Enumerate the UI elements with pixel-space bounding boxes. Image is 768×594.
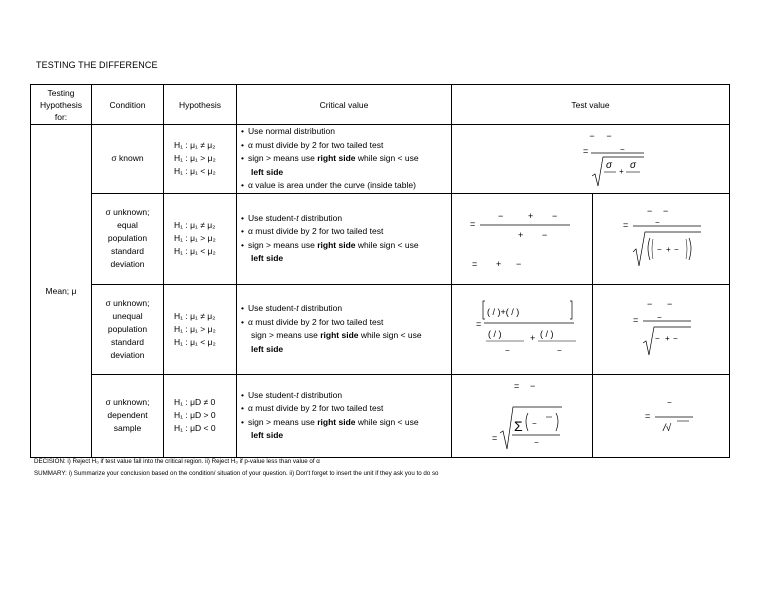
paren-right (689, 238, 691, 260)
critical-list (241, 389, 451, 443)
z-test-formula (452, 126, 730, 192)
formula-glyph: = (583, 145, 589, 156)
formula-glyph: − (647, 298, 653, 309)
formula-glyph: σ (606, 159, 613, 171)
formula-glyph: ( / )+( / ) (487, 306, 520, 317)
formula-glyph: − (655, 333, 660, 343)
formula-glyph: = (476, 318, 482, 329)
header-critical-value: Critical value (237, 85, 452, 125)
formula-glyph: − (667, 397, 672, 407)
table-row (31, 374, 730, 457)
hypothesis-cell: H₁ : μ₁ ≠ μ₂ H₁ : μ₁ > μ₂ H₁ : μ₁ < μ₂ (164, 193, 237, 284)
bracket-right (570, 301, 572, 319)
sqrt-sign (500, 407, 562, 449)
summary-note: SUMMARY: i) Summarize your conclusion based on the condition/ situation of your question. ii) Don't forget to insert the unit if they ask you to do so (34, 470, 439, 477)
formula-glyph: = (470, 218, 476, 229)
hypothesis-cell: H₁ : μ₁ ≠ μ₂ H₁ : μ₁ > μ₂ H₁ : μ₁ < μ₂ (164, 284, 237, 374)
formula-glyph: = (514, 380, 520, 391)
critical-value-cell (237, 374, 452, 457)
critical-item: • α must divide by 2 for two tailed test (241, 225, 451, 239)
formula-glyph: ( / ) (488, 328, 502, 339)
formula-glyph: − (647, 205, 653, 216)
critical-item: • α must divide by 2 for two tailed test (241, 316, 451, 330)
paren-right-inner (686, 239, 687, 259)
condition-cell: σ unknown; equal population standard deviation (92, 193, 164, 284)
critical-item: • Use student-t distribution (241, 389, 451, 403)
paren-left-inner (652, 239, 653, 259)
critical-item: • Use student-t distribution (241, 302, 451, 316)
critical-item: • α must divide by 2 for two tailed test (241, 402, 451, 416)
table-row (31, 125, 730, 194)
formula-glyph: − (498, 210, 504, 221)
formula-glyph: − (534, 437, 539, 447)
critical-item: • sign > means use right side while sign < use (241, 416, 451, 430)
header-row (31, 85, 730, 125)
hypothesis-cell: H₁ : μ₁ ≠ μ₂ H₁ : μ₁ > μ₂ H₁ : μ₁ < μ₂ (164, 125, 237, 194)
formula-glyph: − (655, 217, 660, 227)
formula-glyph: + (518, 229, 524, 240)
page-title: TESTING THE DIFFERENCE (36, 60, 158, 70)
critical-value-cell (237, 125, 452, 194)
formula-glyph: − (530, 380, 536, 391)
critical-value-cell (237, 193, 452, 284)
formula-glyph: + (530, 332, 536, 343)
formula-glyph: − (557, 345, 562, 355)
paren-left (526, 413, 528, 431)
critical-value-cell (237, 284, 452, 374)
table-row (31, 284, 730, 374)
condition-cell: σ known (92, 125, 164, 194)
critical-list (241, 212, 451, 266)
formula-glyph: ( / ) (540, 328, 554, 339)
formula-glyph: − (542, 229, 548, 240)
formula-glyph: − (657, 244, 662, 254)
condition-cell: σ unknown; unequal population standard deviation (92, 284, 164, 374)
pooled-t-formula (452, 194, 592, 284)
bracket-left (483, 301, 485, 319)
paired-sd-formula (452, 375, 592, 457)
formula-glyph: + (666, 244, 671, 254)
side-label: Mean; μ (31, 125, 92, 458)
test-value-formula (593, 193, 730, 284)
critical-item: left side (251, 343, 284, 354)
formula-glyph: − (673, 333, 678, 343)
formula-glyph: − (552, 210, 558, 221)
formula-glyph: − (505, 345, 510, 355)
table-row (31, 193, 730, 284)
formula-glyph: = (492, 432, 498, 443)
formula-glyph: Σ (514, 417, 523, 434)
critical-item: left side (251, 430, 284, 440)
formula-glyph: − (674, 244, 679, 254)
formula-glyph: − (667, 298, 673, 309)
critical-item: sign > means use right side while sign < use (251, 330, 422, 340)
critical-item: • sign > means use right side while sign < use (241, 152, 451, 166)
test-value-formula (452, 374, 593, 457)
header-hypothesis: Hypothesis (164, 85, 237, 125)
critical-item: left side (251, 166, 284, 177)
header-testing: Testing Hypothesis for: (31, 85, 92, 125)
test-value-formula (452, 284, 593, 374)
formula-glyph: + (665, 333, 670, 343)
paren-right (556, 413, 558, 431)
decision-note: DECISION: i) Reject H₀ if test value fall into the critical region. ii) Reject H₀ if p-value less than value of α (34, 458, 320, 465)
critical-item: left side (251, 253, 284, 263)
formula-glyph: − (516, 258, 522, 269)
formula-glyph: = (645, 410, 651, 421)
test-value-formula (593, 284, 730, 374)
formula-glyph: − (657, 312, 662, 322)
formula-glyph: + (496, 258, 502, 269)
critical-item: • α must divide by 2 for two tailed test (241, 139, 451, 153)
critical-item: • Use normal distribution (241, 125, 451, 139)
header-condition: Condition (92, 85, 164, 125)
critical-item: • α value is area under the curve (inside table) (241, 179, 451, 193)
formula-glyph: = (623, 219, 629, 230)
formula-glyph: = (472, 258, 478, 269)
test-value-formula (452, 193, 593, 284)
formula-glyph: − (606, 130, 612, 141)
condition-cell: σ unknown; dependent sample (92, 374, 164, 457)
test-value-formula (593, 374, 730, 457)
hypothesis-cell: H₁ : μD ≠ 0 H₁ : μD > 0 H₁ : μD < 0 (164, 374, 237, 457)
critical-item: • sign > means use right side while sign < use (241, 239, 451, 253)
paren-left (648, 238, 650, 260)
header-test-value: Test value (452, 85, 730, 125)
critical-item: • Use student-t distribution (241, 212, 451, 226)
test-value-formula (452, 125, 730, 194)
formula-glyph: − (532, 418, 537, 428)
critical-list (241, 125, 451, 193)
welch-df-formula (452, 285, 592, 374)
formula-glyph: + (528, 210, 534, 221)
formula-glyph: − (663, 205, 669, 216)
welch-t-formula (593, 285, 729, 374)
formula-glyph: σ (630, 159, 637, 171)
paired-t-formula (593, 375, 729, 457)
difference-testing-table (30, 84, 730, 458)
formula-glyph: /√ (663, 422, 672, 434)
sqrt-sign (592, 157, 644, 186)
critical-list (241, 302, 451, 356)
formula-glyph: = (633, 314, 639, 325)
pooled-t-test-formula (593, 194, 729, 284)
formula-glyph: + (619, 166, 624, 176)
formula-glyph: − (620, 144, 625, 154)
formula-glyph: − (589, 130, 595, 141)
